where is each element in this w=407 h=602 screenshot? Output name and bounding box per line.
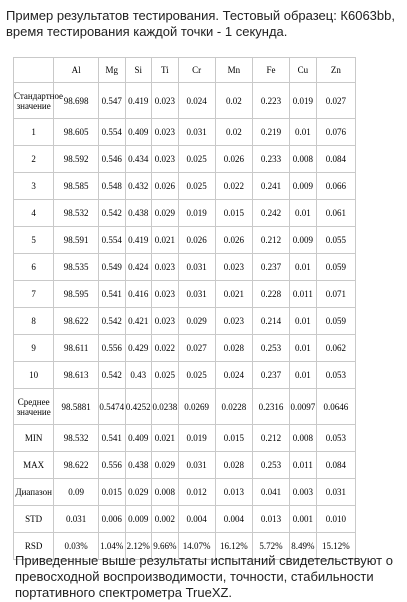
table-cell: 0.027 (316, 83, 355, 119)
table-cell: 0.027 (178, 335, 215, 362)
table-cell: 0.015 (98, 479, 125, 506)
table-cell: 0.214 (252, 308, 289, 335)
table-cell: 0.01 (290, 119, 317, 146)
table-cell: 0.026 (178, 227, 215, 254)
table-cell: 0.031 (54, 506, 99, 533)
table-cell: 0.438 (125, 200, 152, 227)
table-cell: 1.04% (98, 533, 125, 560)
table-cell: 0.228 (252, 281, 289, 308)
table-cell: 0.061 (316, 200, 355, 227)
table-cell: 0.015 (215, 425, 252, 452)
table-cell: 0.542 (98, 362, 125, 389)
table-cell: 0.212 (252, 227, 289, 254)
table-cell: 0.253 (252, 335, 289, 362)
table-cell: 0.4252 (125, 389, 152, 425)
table-cell: 0.031 (178, 119, 215, 146)
table-cell: 0.026 (215, 227, 252, 254)
table-cell: 15.12% (316, 533, 355, 560)
table-cell: 0.022 (152, 335, 179, 362)
table-cell: 0.237 (252, 362, 289, 389)
table-cell: 98.585 (54, 173, 99, 200)
results-table (13, 57, 356, 560)
table-body (14, 83, 356, 560)
table-cell: 0.023 (152, 83, 179, 119)
table-cell: 0.062 (316, 335, 355, 362)
table-cell: 0.01 (290, 335, 317, 362)
column-header: Mg (98, 58, 125, 83)
table-cell: 0.025 (178, 146, 215, 173)
table-cell: 0.02 (215, 119, 252, 146)
table-cell: 16.12% (215, 533, 252, 560)
table-cell: 0.031 (178, 281, 215, 308)
table-cell: 0.004 (178, 506, 215, 533)
table-cell: 0.556 (98, 335, 125, 362)
table-cell: 0.212 (252, 425, 289, 452)
table-cell: 0.421 (125, 308, 152, 335)
row-label: 4 (14, 200, 54, 227)
table-cell: 0.09 (54, 479, 99, 506)
table-cell: 0.055 (316, 227, 355, 254)
table-cell: 98.591 (54, 227, 99, 254)
table-cell: 0.029 (125, 479, 152, 506)
table-cell: 0.053 (316, 362, 355, 389)
row-label: MAX (14, 452, 54, 479)
table-cell: 0.023 (215, 308, 252, 335)
table-cell: 0.015 (215, 200, 252, 227)
table-cell: 0.0228 (215, 389, 252, 425)
table-cell: 0.025 (152, 362, 179, 389)
table-cell: 0.419 (125, 83, 152, 119)
table-cell: 0.546 (98, 146, 125, 173)
table-cell: 0.009 (125, 506, 152, 533)
row-label: 2 (14, 146, 54, 173)
table-cell: 0.026 (215, 146, 252, 173)
table-cell: 98.698 (54, 83, 99, 119)
table-cell: 0.019 (290, 83, 317, 119)
table-cell: 0.554 (98, 119, 125, 146)
row-label: 3 (14, 173, 54, 200)
column-header: Ti (152, 58, 179, 83)
caption-text: Пример результатов тестирования. Тестовый образец: К6063bb, время тестирования каждой точки - 1 секунда. (6, 8, 395, 39)
table-cell: 0.053 (316, 425, 355, 452)
table-cell: 0.029 (178, 308, 215, 335)
table-cell: 0.409 (125, 119, 152, 146)
column-header: Cu (290, 58, 317, 83)
table-cell: 0.429 (125, 335, 152, 362)
row-label: STD (14, 506, 54, 533)
table-cell: 0.019 (178, 200, 215, 227)
table-cell: 0.237 (252, 254, 289, 281)
row-label: 9 (14, 335, 54, 362)
table-cell: 0.012 (178, 479, 215, 506)
table-cell: 0.029 (152, 200, 179, 227)
table-cell: 8.49% (290, 533, 317, 560)
table-row (14, 200, 356, 227)
table-cell: 0.059 (316, 254, 355, 281)
table-cell: 0.009 (290, 227, 317, 254)
table-cell: 0.024 (178, 83, 215, 119)
table-cell: 0.0269 (178, 389, 215, 425)
table-cell: 98.535 (54, 254, 99, 281)
table-cell: 0.041 (252, 479, 289, 506)
table-cell: 0.01 (290, 362, 317, 389)
table-cell: 0.542 (98, 200, 125, 227)
table-cell: 0.008 (152, 479, 179, 506)
table-cell: 0.024 (215, 362, 252, 389)
table-cell: 98.532 (54, 200, 99, 227)
table-cell: 0.023 (152, 254, 179, 281)
table-cell: 0.006 (98, 506, 125, 533)
table-row (14, 362, 356, 389)
table-cell: 0.438 (125, 452, 152, 479)
table-cell: 0.241 (252, 173, 289, 200)
table-cell: 0.542 (98, 308, 125, 335)
table-cell: 0.549 (98, 254, 125, 281)
table-cell: 0.084 (316, 452, 355, 479)
column-header: Cr (178, 58, 215, 83)
table-row (14, 479, 356, 506)
table-cell: 0.031 (316, 479, 355, 506)
table-cell: 0.409 (125, 425, 152, 452)
row-label: 7 (14, 281, 54, 308)
table-cell: 0.43 (125, 362, 152, 389)
table-cell: 98.532 (54, 425, 99, 452)
table-cell: 0.021 (215, 281, 252, 308)
table-cell: 0.253 (252, 452, 289, 479)
table-cell: 0.541 (98, 425, 125, 452)
table-cell: 0.023 (152, 146, 179, 173)
table-cell: 0.031 (178, 254, 215, 281)
table-row (14, 83, 356, 119)
table-cell: 0.022 (215, 173, 252, 200)
table-cell: 0.554 (98, 227, 125, 254)
table-cell: 0.023 (215, 254, 252, 281)
table-cell: 0.03% (54, 533, 99, 560)
table-cell: 0.084 (316, 146, 355, 173)
header-corner-cell (14, 58, 54, 83)
table-row (14, 173, 356, 200)
table-cell: 0.026 (152, 173, 179, 200)
row-label: 5 (14, 227, 54, 254)
table-row (14, 146, 356, 173)
table-header-row (14, 58, 356, 83)
table-cell: 0.548 (98, 173, 125, 200)
table-cell: 0.011 (290, 281, 317, 308)
table-cell: 0.011 (290, 452, 317, 479)
table-cell: 0.223 (252, 83, 289, 119)
table-cell: 0.008 (290, 425, 317, 452)
table-cell: 98.611 (54, 335, 99, 362)
table-cell: 0.219 (252, 119, 289, 146)
table-cell: 0.071 (316, 281, 355, 308)
row-label: Среднее значение (14, 389, 54, 425)
row-label: 1 (14, 119, 54, 146)
column-header: Al (54, 58, 99, 83)
table-cell: 0.01 (290, 200, 317, 227)
table-cell: 0.01 (290, 308, 317, 335)
table-cell: 0.419 (125, 227, 152, 254)
table-cell: 0.242 (252, 200, 289, 227)
table-cell: 0.432 (125, 173, 152, 200)
table-cell: 0.434 (125, 146, 152, 173)
table-cell: 5.72% (252, 533, 289, 560)
table-cell: 0.416 (125, 281, 152, 308)
row-label: 6 (14, 254, 54, 281)
table-row (14, 506, 356, 533)
table-row (14, 425, 356, 452)
table-cell: 0.013 (252, 506, 289, 533)
table-cell: 0.021 (152, 425, 179, 452)
table-cell: 0.059 (316, 308, 355, 335)
row-label: 10 (14, 362, 54, 389)
table-cell: 0.029 (152, 452, 179, 479)
column-header: Fe (252, 58, 289, 83)
table-cell: 0.028 (215, 335, 252, 362)
table-cell: 0.028 (215, 452, 252, 479)
table-cell: 0.023 (152, 119, 179, 146)
table-cell: 0.0646 (316, 389, 355, 425)
table-row (14, 389, 356, 425)
table-cell: 0.001 (290, 506, 317, 533)
table-cell: 0.547 (98, 83, 125, 119)
column-header: Si (125, 58, 152, 83)
row-label: Стандартное значение (14, 83, 54, 119)
table-cell: 0.021 (152, 227, 179, 254)
table-cell: 0.010 (316, 506, 355, 533)
table-row (14, 119, 356, 146)
table-cell: 14.07% (178, 533, 215, 560)
column-header: Mn (215, 58, 252, 83)
table-cell: 0.076 (316, 119, 355, 146)
table-cell: 9.66% (152, 533, 179, 560)
table-cell: 0.008 (290, 146, 317, 173)
table-cell: 0.2316 (252, 389, 289, 425)
table-cell: 0.025 (178, 173, 215, 200)
table-cell: 0.019 (178, 425, 215, 452)
table-row (14, 227, 356, 254)
table-cell: 0.023 (152, 281, 179, 308)
table-row (14, 308, 356, 335)
table-cell: 0.5474 (98, 389, 125, 425)
table-cell: 0.002 (152, 506, 179, 533)
table-cell: 0.0238 (152, 389, 179, 425)
table-cell: 0.003 (290, 479, 317, 506)
table-cell: 98.622 (54, 308, 99, 335)
table-cell: 0.0097 (290, 389, 317, 425)
row-label: Диапазон (14, 479, 54, 506)
table-cell: 0.066 (316, 173, 355, 200)
table-row (14, 335, 356, 362)
table-cell: 0.02 (215, 83, 252, 119)
table-cell: 0.025 (178, 362, 215, 389)
table-cell: 0.01 (290, 254, 317, 281)
row-label: RSD (14, 533, 54, 560)
column-header: Zn (316, 58, 355, 83)
table-row (14, 254, 356, 281)
table-cell: 0.009 (290, 173, 317, 200)
table-cell: 98.592 (54, 146, 99, 173)
table-cell: 2.12% (125, 533, 152, 560)
footer-text: Приведенные выше результаты испытаний свидетельствуют о превосходной воспроизводимости, точности, стабильности портативного спектрометра TrueXZ. (15, 553, 393, 600)
table-cell: 0.424 (125, 254, 152, 281)
table-row (14, 452, 356, 479)
table-cell: 98.5881 (54, 389, 99, 425)
table-cell: 0.233 (252, 146, 289, 173)
table-cell: 98.622 (54, 452, 99, 479)
table-cell: 0.013 (215, 479, 252, 506)
table-cell: 98.595 (54, 281, 99, 308)
table-cell: 0.556 (98, 452, 125, 479)
table-cell: 98.605 (54, 119, 99, 146)
row-label: 8 (14, 308, 54, 335)
table-cell: 0.004 (215, 506, 252, 533)
table-row (14, 281, 356, 308)
row-label: MIN (14, 425, 54, 452)
table-cell: 0.023 (152, 308, 179, 335)
table-cell: 0.031 (178, 452, 215, 479)
table-cell: 0.541 (98, 281, 125, 308)
table-cell: 98.613 (54, 362, 99, 389)
